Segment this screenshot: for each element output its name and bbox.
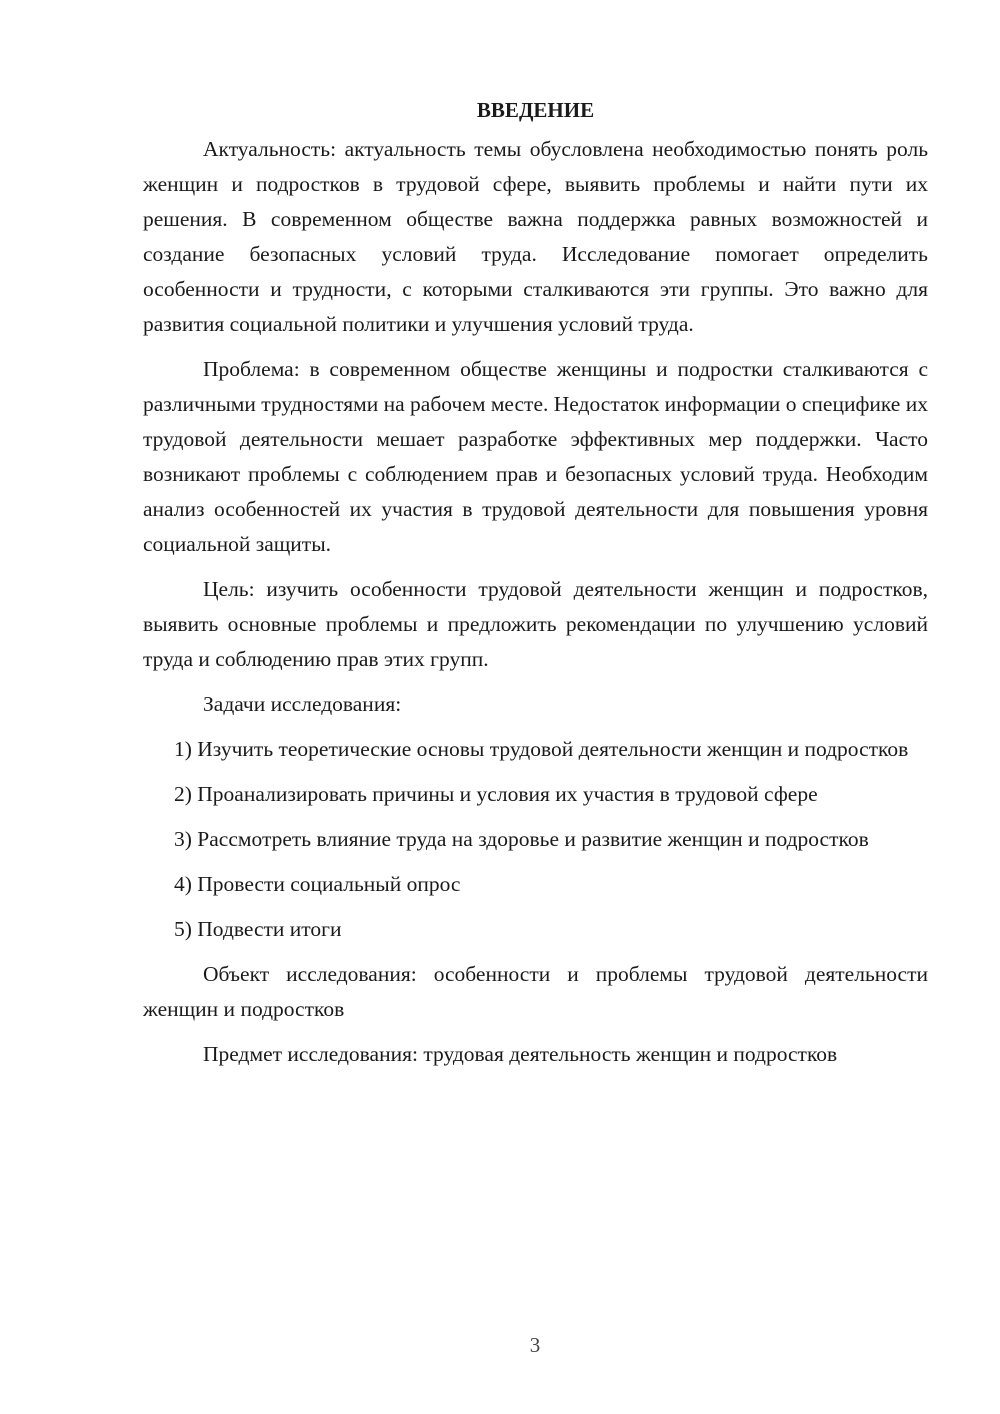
task-item-5: 5) Подвести итоги xyxy=(174,917,342,941)
task-item-1: 1) Изучить теоретические основы трудовой деятельности женщин и подростков xyxy=(174,737,909,761)
tasks-heading: Задачи исследования: xyxy=(203,692,402,716)
goal-paragraph: Цель: изучить особенности трудовой деятельности женщин и подростков, выявить основные проблемы и предложить рекомендации по улучшению условий труда и соблюдению прав этих групп. xyxy=(143,577,928,671)
problem-paragraph: Проблема: в современном обществе женщины и подростки сталкиваются с различными трудностями на рабочем месте. Недостаток информации о специфике их трудовой деятельности мешает разработке эффективных мер поддержки. Часто возникают проблемы с соблюдением прав и безопасных условий труда. Необходим анализ особенностей их участия в трудовой деятельности для повышения уровня социальной защиты. xyxy=(143,357,928,556)
document-body xyxy=(143,93,928,1082)
task-item-3: 3) Рассмотреть влияние труда на здоровье и развитие женщин и подростков xyxy=(174,827,869,851)
relevance-paragraph: Актуальность: актуальность темы обусловлена необходимостью понять роль женщин и подростков в трудовой сфере, выявить проблемы и найти пути их решения. В современном обществе важна поддержка равных возможностей и создание безопасных условий труда. Исследование помогает определить особенности и трудности, с которыми сталкиваются эти группы. Это важно для развития социальной политики и улучшения условий труда. xyxy=(143,137,928,336)
task-item-4: 4) Провести социальный опрос xyxy=(174,872,461,896)
task-item-2: 2) Проанализировать причины и условия их участия в трудовой сфере xyxy=(174,782,818,806)
subject-paragraph: Предмет исследования: трудовая деятельность женщин и подростков xyxy=(203,1042,838,1066)
page-number: 3 xyxy=(529,1333,541,1357)
object-paragraph: Объект исследования: особенности и проблемы трудовой деятельности женщин и подростков xyxy=(143,962,928,1021)
page-title: ВВЕДЕНИЕ xyxy=(476,98,595,122)
